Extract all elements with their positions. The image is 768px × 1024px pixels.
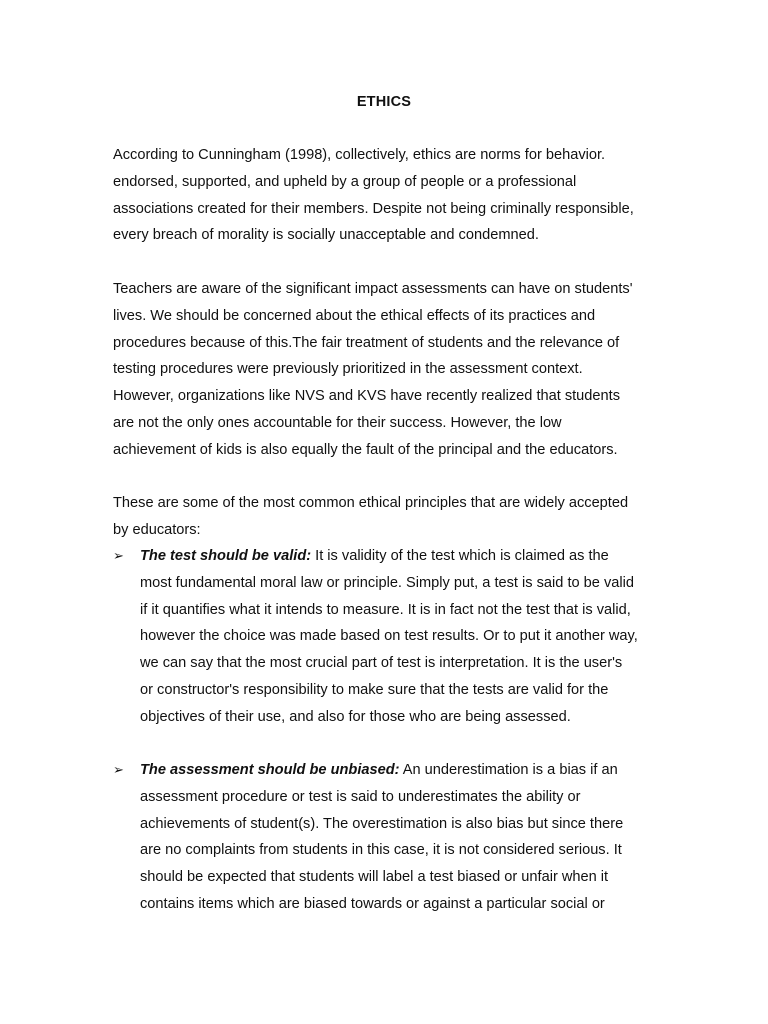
- bullet-line: should be expected that students will label a test biased or unfair when it: [140, 869, 609, 886]
- bullet-first-line: [140, 757, 670, 784]
- bullet-line: achievements of student(s). The overestimation is also bias but since there: [140, 815, 624, 832]
- bullet-first-rest: It is validity of the test which is claimed as the: [311, 548, 609, 564]
- bullet-line: contains items which are biased towards or against a particular social or: [140, 895, 605, 912]
- paragraph-line: associations created for their members. Despite not being criminally responsible,: [113, 200, 634, 217]
- bullet-first-rest: An underestimation is a bias if an: [399, 762, 618, 778]
- paragraph-line: testing procedures were previously prioritized in the assessment context.: [113, 361, 583, 378]
- paragraph-line: by educators:: [113, 521, 201, 538]
- bullet-lead: The test should be valid:: [140, 548, 312, 564]
- bullet-body: [140, 543, 670, 731]
- bullet-line: most fundamental moral law or principle. Simply put, a test is said to be valid: [140, 574, 634, 591]
- bullet-line: are no complaints from students in this case, it is not considered serious. It: [140, 842, 622, 859]
- bullet-line: we can say that the most crucial part of test is interpretation. It is the user's: [140, 655, 623, 672]
- paragraph-definition: [113, 142, 658, 249]
- paragraph-line: However, organizations like NVS and KVS have recently realized that students: [113, 388, 621, 405]
- paragraph-line: lives. We should be concerned about the ethical effects of its practices and: [113, 307, 596, 324]
- bullet-line: if it quantifies what it intends to measure. It is in fact not the test that is valid,: [140, 601, 631, 618]
- paragraph-line: achievement of kids is also equally the fault of the principal and the educators.: [113, 441, 618, 458]
- arrow-bullet-icon: ➢: [113, 548, 124, 563]
- paragraph-line: According to Cunningham (1998), collectively, ethics are norms for behavior.: [113, 147, 606, 163]
- bullet-line: objectives of their use, and also for those who are being assessed.: [140, 708, 571, 725]
- paragraph-line: endorsed, supported, and upheld by a group of people or a professional: [113, 173, 577, 190]
- page-title: ETHICS: [356, 94, 412, 110]
- paragraph-teachers: [113, 276, 658, 464]
- paragraph-line: are not the only ones accountable for their success. However, the low: [113, 414, 562, 431]
- bullet-body: [140, 757, 670, 918]
- paragraph-line: Teachers are aware of the significant impact assessments can have on students': [113, 281, 633, 297]
- paragraph-line: These are some of the most common ethical principles that are widely accepted: [113, 495, 629, 511]
- arrow-bullet-icon: ➢: [113, 762, 124, 777]
- paragraph-line: every breach of morality is socially unacceptable and condemned.: [113, 227, 539, 244]
- bullet-line: or constructor's responsibility to make sure that the tests are valid for the: [140, 681, 609, 698]
- bullet-first-line: [140, 543, 670, 570]
- paragraph-principles-intro: [113, 490, 658, 544]
- bullet-line: assessment procedure or test is said to underestimates the ability or: [140, 788, 581, 805]
- paragraph-line: procedures because of this.The fair treatment of students and the relevance of: [113, 334, 620, 351]
- bullet-lead: The assessment should be unbiased:: [140, 762, 400, 778]
- bullet-line: however the choice was made based on test results. Or to put it another way,: [140, 628, 638, 645]
